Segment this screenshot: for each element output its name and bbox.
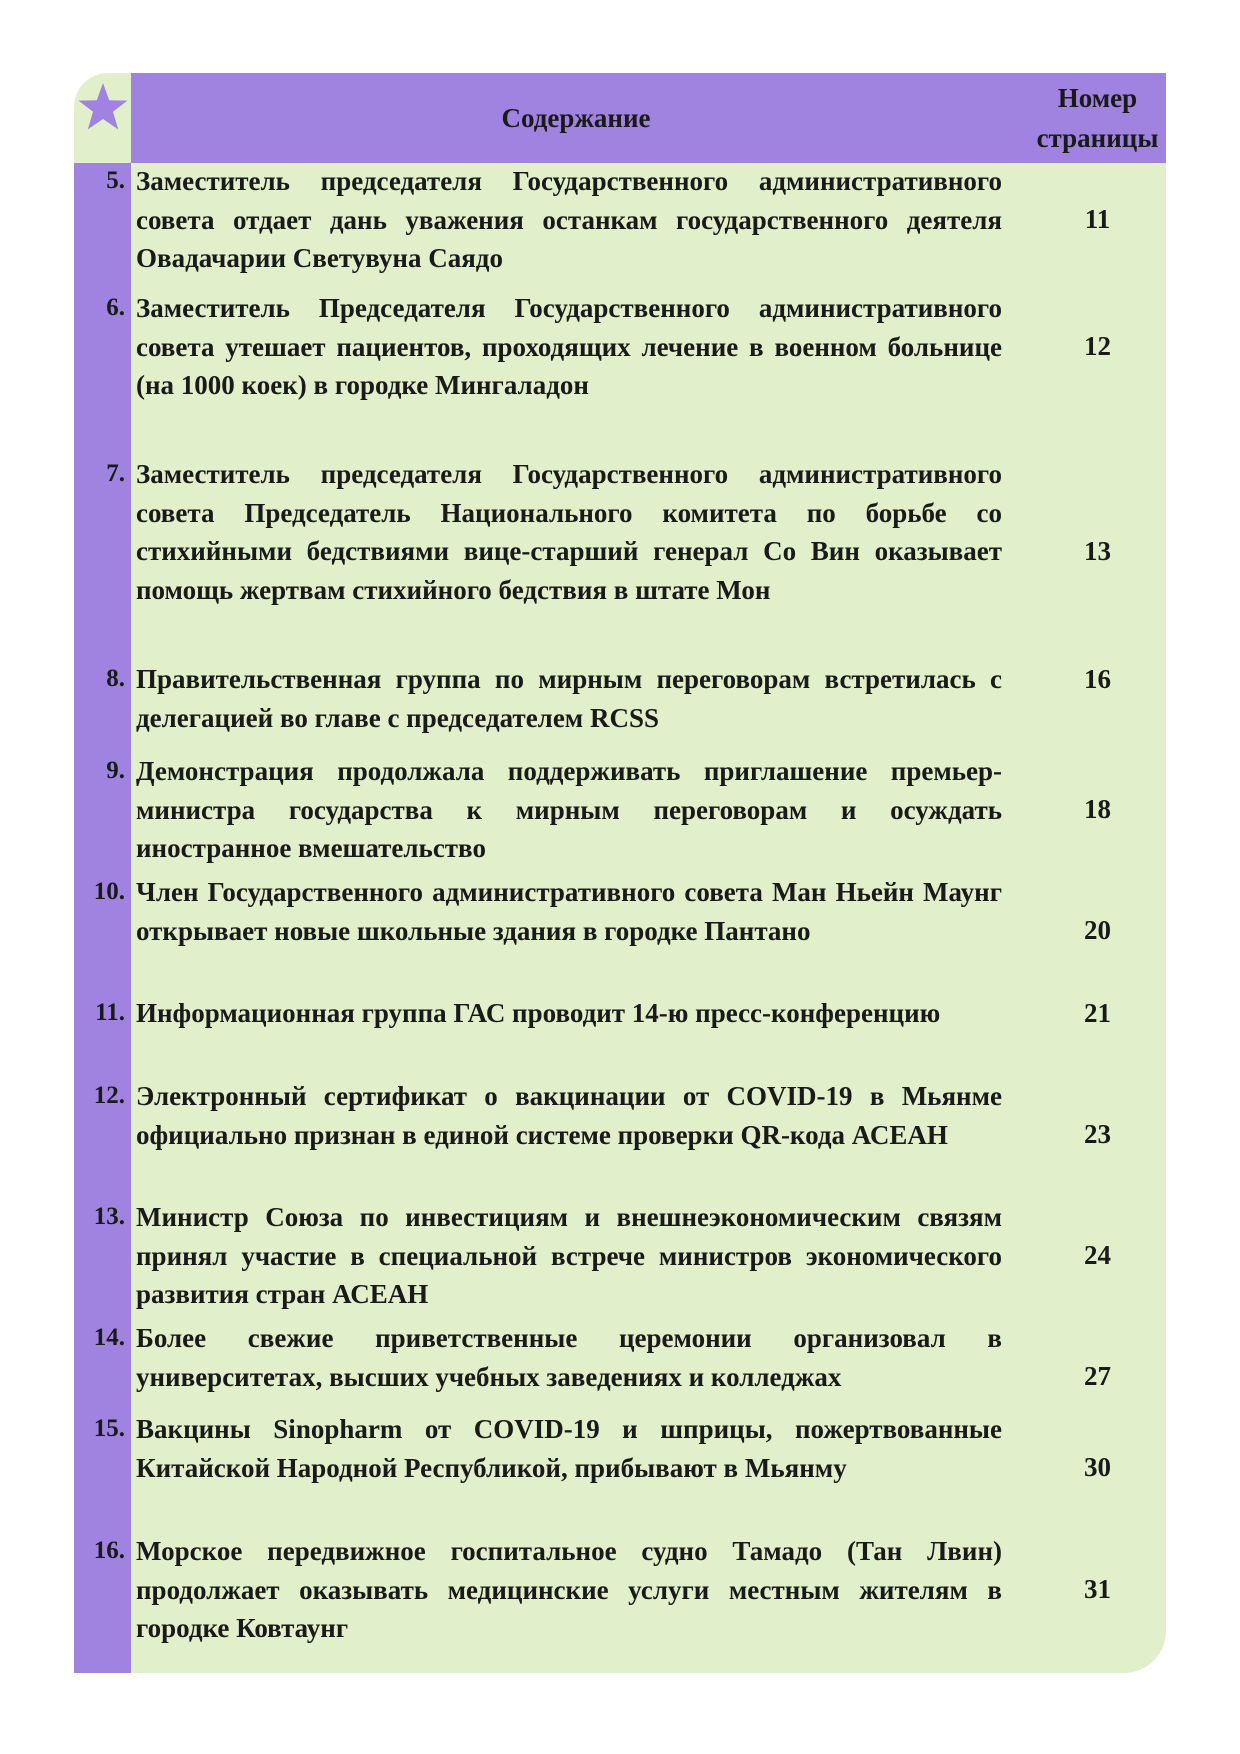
entry-title[interactable]: Информационная группа ГАС проводит 14-ю пресс-конференцию: [136, 998, 941, 1028]
contents-panel: [74, 73, 1166, 1673]
entry-number: 5.: [106, 167, 125, 194]
entry-number: 12.: [93, 1082, 125, 1109]
entry-title[interactable]: Правительственная группа по мирным переговорам встретилась с делегацией во главе с председателем RCSS: [136, 664, 1002, 733]
entry-page-number[interactable]: 12: [1084, 331, 1111, 361]
page-number-heading-line2: страницы: [1036, 123, 1159, 153]
entry-title[interactable]: Демонстрация продолжала поддерживать приглашение премьер-министра государства к мирным переговорам и осуждать иностранное вмешательство: [136, 756, 1002, 863]
entry-page-number[interactable]: 11: [1084, 204, 1111, 234]
entry-title[interactable]: Заместитель председателя Государственного административного совета отдает дань уважения останкам государственного деятеля Овадачарии Светувуна Саядо: [136, 166, 1002, 273]
entry-page-number[interactable]: 16: [1084, 664, 1111, 694]
entry-page-number[interactable]: 23: [1084, 1119, 1111, 1149]
entry-number: 8.: [106, 665, 125, 692]
entry-number: 7.: [106, 460, 125, 487]
entry-title[interactable]: Более свежие приветственные церемонии организовал в университетах, высших учебных заведениях и колледжах: [136, 1323, 1002, 1392]
entry-page-number[interactable]: 27: [1084, 1361, 1111, 1391]
entry-title[interactable]: Морское передвижное госпитальное судно Тамадо (Тан Лвин) продолжает оказывать медицинские услуги местным жителям в городке Ковтаунг: [136, 1536, 1002, 1643]
entry-title[interactable]: Член Государственного административного совета Ман Ньейн Маунг открывает новые школьные здания в городке Пантано: [136, 877, 1002, 946]
page-number-heading-line1: Номер: [1057, 83, 1138, 113]
entry-number: 15.: [93, 1415, 125, 1442]
entry-number: 9.: [106, 757, 125, 784]
page-number-heading: [1029, 73, 1166, 163]
star-icon: [77, 81, 129, 133]
entry-number: 16.: [93, 1537, 125, 1564]
entry-page-number[interactable]: 24: [1084, 1240, 1111, 1270]
entry-number: 10.: [93, 878, 125, 905]
entry-page-number[interactable]: 31: [1084, 1574, 1111, 1604]
entry-title[interactable]: Вакцины Sinopharm от COVID-19 и шприцы, пожертвованные Китайской Народной Республикой, прибывают в Мьянму: [136, 1414, 1002, 1483]
entry-title[interactable]: Электронный сертификат о вакцинации от COVID-19 в Мьянме официально признан в единой системе проверки QR-кода АСЕАН: [136, 1081, 1002, 1150]
entry-number: 6.: [106, 294, 125, 321]
entry-page-number[interactable]: 21: [1084, 998, 1111, 1028]
entry-page-number[interactable]: 30: [1084, 1452, 1111, 1482]
entry-title[interactable]: Заместитель Председателя Государственного административного совета утешает пациентов, проходящих лечение в военном больнице (на 1000 коек) в городке Мингаладон: [136, 293, 1002, 400]
contents-heading: Содержание: [501, 102, 651, 133]
entry-number: 13.: [93, 1203, 125, 1230]
entry-page-number[interactable]: 20: [1084, 915, 1111, 945]
entry-title[interactable]: Заместитель председателя Государственного административного совета Председатель Национального комитета по борьбе со стихийными бедствиями вице-старший генерал Со Вин оказывает помощь жертвам стихийного бедствия в штате Мон: [136, 459, 1002, 605]
entry-title[interactable]: Министр Союза по инвестициям и внешнеэкономическим связям принял участие в специальной встрече министров экономического развития стран АСЕАН: [136, 1202, 1002, 1309]
entry-page-number[interactable]: 13: [1084, 536, 1111, 566]
entry-number: 11.: [95, 999, 125, 1026]
entry-number: 14.: [93, 1324, 125, 1351]
entry-page-number[interactable]: 18: [1084, 794, 1111, 824]
